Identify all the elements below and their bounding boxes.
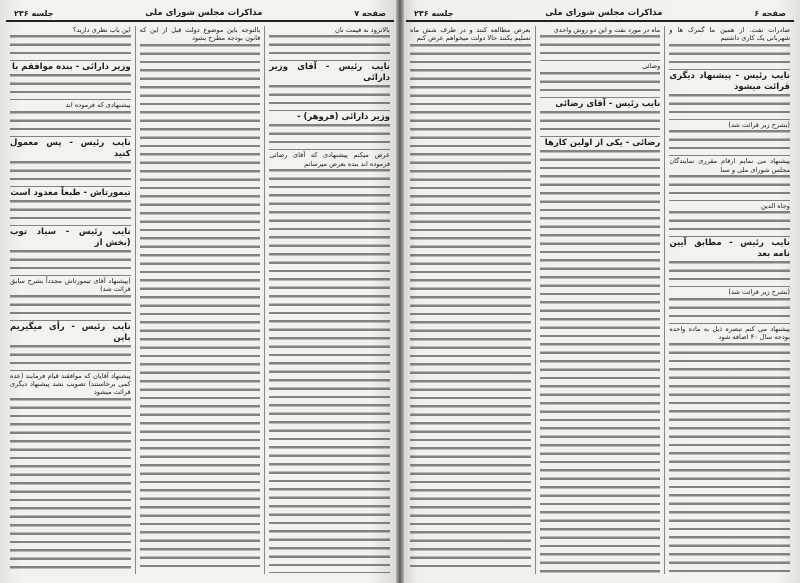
page-6 — [400, 0, 800, 583]
paragraph: صادرات نفت. از همین ما گمرک ها و شهربانی یک کاری داشتیم — [669, 26, 790, 43]
speaker-heading: نایب رئیس - مطابق آیین نامه بعد — [669, 238, 790, 260]
paragraph: پیشنهاد می کنم تبصره ذیل به ماده واحده بودجه سال ۴۰ اضافه شود — [669, 324, 790, 342]
illegible-text-lines — [669, 175, 790, 201]
illegible-text-lines — [540, 150, 661, 573]
illegible-text-lines — [10, 111, 131, 137]
speaker-heading: وزیر دارائی (فروهر) - — [296, 112, 390, 123]
speaker-heading: نایب رئیس - آقای وزیر دارائی — [269, 62, 390, 84]
paragraph: بالاترود نه قیمت نان — [335, 26, 390, 34]
paragraph: (پیشنهاد آقای تیمورتاش مجدداً بشرح سابق قرائت شد) — [9, 276, 131, 294]
illegible-text-lines — [10, 161, 131, 187]
illegible-text-lines — [669, 298, 790, 324]
paragraph: پیشنهادی که فرموده اند — [65, 101, 131, 110]
speaker-heading: تیمورتاش - طبعاً معدود است — [10, 187, 131, 198]
illegible-text-lines — [10, 200, 131, 226]
text-columns — [6, 26, 394, 574]
speaker-heading: نایب رئیس - رأی میگیریم باین — [9, 321, 131, 343]
paragraph: وجاه الدین — [761, 202, 790, 211]
speaker-heading: وزیر دارائی - بنده موافقم با — [11, 62, 131, 73]
illegible-text-lines — [669, 94, 790, 120]
illegible-text-lines — [10, 250, 131, 276]
illegible-text-lines — [10, 398, 131, 573]
illegible-text-lines — [669, 343, 790, 573]
paragraph: (بشرح زیر قرائت شد) — [728, 120, 790, 129]
illegible-text-lines — [269, 35, 390, 61]
illegible-text-lines — [410, 44, 531, 573]
illegible-text-lines — [10, 295, 131, 321]
paragraph: عرض میکنم پیشنهادی که آقای رضائی فرموده اند بنده بعرض میرسانم — [269, 151, 390, 168]
illegible-text-lines — [140, 44, 261, 573]
speaker-heading: نایب رئیس - پیشنهاد دیگری قرائت میشود — [669, 70, 790, 92]
session-number: جلسه ۲۳۶ — [14, 8, 54, 18]
illegible-text-lines — [669, 211, 790, 237]
page-header — [406, 6, 794, 22]
illegible-text-lines — [540, 72, 661, 98]
session-number: جلسه ۲۳۶ — [414, 8, 454, 18]
illegible-text-lines — [669, 130, 790, 156]
illegible-text-lines — [269, 169, 390, 573]
speaker-heading: نایب رئیس - سیاد توب (بخش از — [9, 226, 131, 248]
document-title: مذاکرات مجلس شورای ملی — [145, 8, 263, 18]
page-header — [6, 6, 394, 22]
column-middle — [535, 26, 665, 574]
page-number: صفحه ۶ — [754, 8, 786, 18]
text-columns — [406, 26, 794, 574]
illegible-text-lines — [10, 35, 131, 61]
illegible-text-lines — [669, 44, 790, 70]
column-left — [406, 26, 535, 574]
paragraph: وضائی — [642, 62, 661, 71]
illegible-text-lines — [540, 35, 661, 61]
paragraph: این باب نظری دارید؟ — [72, 26, 131, 34]
document-title: مذاکرات مجلس شورای ملی — [545, 8, 663, 18]
illegible-text-lines — [10, 345, 131, 371]
illegible-text-lines — [269, 124, 390, 150]
column-right — [664, 26, 794, 574]
paragraph: پیشنهاد می نمایم ارقام مقرری نمایندگان مجلس شورای ملی و سنا — [669, 157, 790, 174]
paragraph: بالتوجه باین موضوع دولت قبل از این که قانون بودجه مطرح بشود — [139, 26, 261, 43]
paragraph: بعرض مطالعه کنند و در طرف شش ماه تسلیم بکنند حالا دولت میخواهم عرض کنم — [409, 26, 531, 43]
paragraph: (بشرح زیر قرائت شد) — [728, 288, 790, 297]
illegible-text-lines — [10, 74, 131, 100]
illegible-text-lines — [669, 261, 790, 287]
speaker-heading: نایب رئیس - آقای رضائی — [555, 98, 661, 109]
column-middle — [135, 26, 265, 574]
speaker-heading: رضائی - یکی از اولین کارها — [544, 137, 661, 148]
paragraph: پیشنهاد آقایان که موافقند قیام فرمایند (عده کمی برخاستند) تصویب نشد پیشنهاد دیگری قرائت میشود — [9, 371, 131, 397]
column-left — [6, 26, 135, 574]
column-right — [264, 26, 394, 574]
speaker-heading: نایب رئیس - پس معمول کنید — [9, 137, 131, 159]
illegible-text-lines — [269, 85, 390, 111]
illegible-text-lines — [540, 111, 661, 137]
paragraph: ماه در مورد نفت و این دو روش واحدی — [553, 26, 661, 34]
page-number: صفحه ۷ — [354, 8, 386, 18]
book-gutter — [396, 0, 404, 583]
